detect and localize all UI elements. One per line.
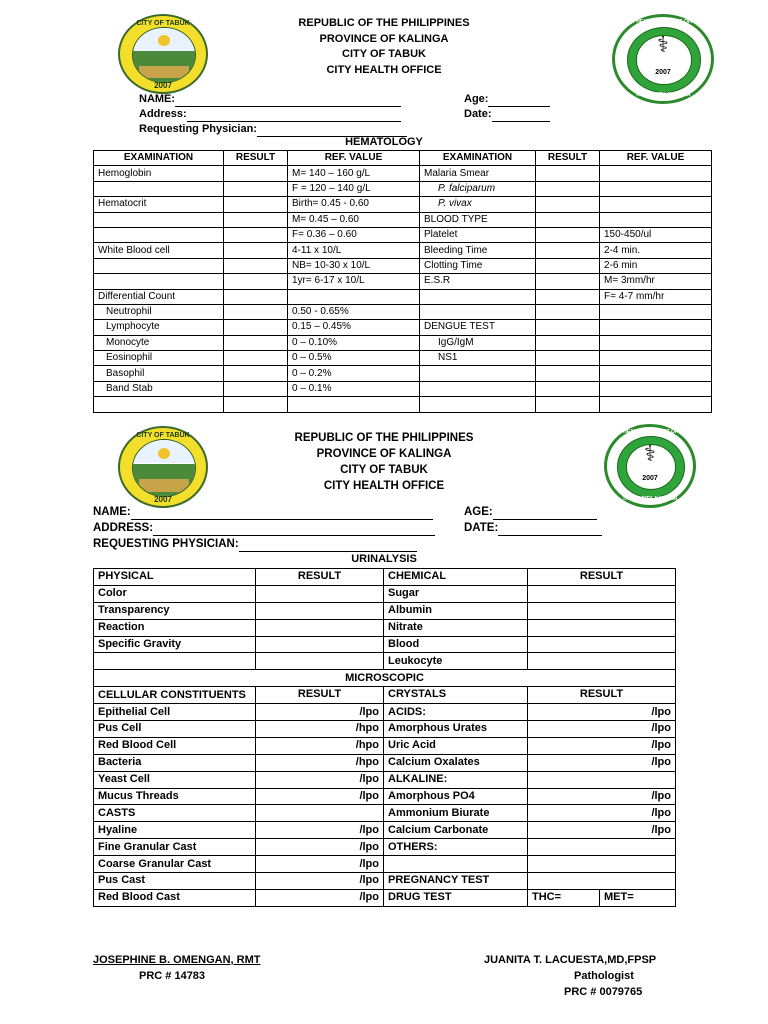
table-row <box>94 304 712 319</box>
column-header: CRYSTALS <box>384 687 528 704</box>
letterhead-line: REPUBLIC OF THE PHILIPPINES <box>294 432 474 444</box>
table-cell <box>600 181 712 196</box>
table-row <box>94 585 676 602</box>
table-cell: F= 4-7 mm/hr <box>600 289 712 304</box>
table-row <box>94 805 676 822</box>
table-cell: Calcium Carbonate <box>384 822 528 839</box>
pathologist-title: Pathologist <box>574 970 634 982</box>
result-cell[interactable] <box>224 197 288 212</box>
medtech-prc: PRC # 14783 <box>139 970 206 982</box>
date-field[interactable] <box>464 107 550 122</box>
table-cell: 150-450/ul <box>600 227 712 242</box>
column-header: RESULT <box>256 687 384 704</box>
table-cell: Leukocyte <box>384 653 528 670</box>
table-cell <box>94 258 224 273</box>
table-row <box>94 227 712 242</box>
table-row <box>94 181 712 196</box>
table-cell: Eosinophil <box>94 351 224 366</box>
result-cell[interactable] <box>536 166 600 181</box>
table-cell: OTHERS: <box>384 839 528 856</box>
table-cell <box>600 381 712 396</box>
table-cell: NS1 <box>420 351 536 366</box>
result-cell[interactable] <box>224 351 288 366</box>
table-cell: 0 – 0.10% <box>288 335 420 350</box>
table-cell: White Blood cell <box>94 243 224 258</box>
table-row <box>94 721 676 738</box>
letterhead-line: PROVINCE OF KALINGA <box>316 448 452 460</box>
result-cell[interactable] <box>224 181 288 196</box>
result-cell[interactable] <box>224 166 288 181</box>
result-cell[interactable] <box>536 258 600 273</box>
result-cell[interactable]: /lpo <box>528 737 676 754</box>
seal-year: 2007 <box>154 81 172 90</box>
requesting-physician-field[interactable] <box>93 537 417 552</box>
result-cell[interactable] <box>528 839 676 856</box>
seal-subtext: TABUK CITY, KALINGA <box>635 92 691 98</box>
column-header: CHEMICAL <box>384 569 528 586</box>
letterhead-line: REPUBLIC OF THE PHILIPPINES <box>298 17 470 29</box>
table-cell: Birth= 0.45 - 0.60 <box>288 197 420 212</box>
table-row <box>94 335 712 350</box>
seal-year: 2007 <box>642 475 658 483</box>
table-cell: 0.50 - 0.65% <box>288 304 420 319</box>
table-cell: DRUG TEST <box>384 889 528 906</box>
city-health-services-office-seal <box>604 424 696 508</box>
physician-label: REQUESTING PHYSICIAN: <box>93 538 239 550</box>
table-cell: 2-4 min. <box>600 243 712 258</box>
result-cell[interactable]: /lpo <box>256 856 384 873</box>
table-row <box>94 166 712 181</box>
address-label: ADDRESS: <box>93 522 154 534</box>
table-cell: Differential Count <box>94 289 224 304</box>
table-cell: F= 0.36 – 0.60 <box>288 227 420 242</box>
table-row <box>94 351 712 366</box>
table-cell: Malaria Smear <box>420 166 536 181</box>
table-cell <box>94 274 224 289</box>
table-row <box>94 856 676 873</box>
table-cell: 0 – 0.2% <box>288 366 420 381</box>
microscopic-section-row <box>94 670 676 687</box>
table-cell: Epithelial Cell <box>94 704 256 721</box>
result-cell[interactable]: /hpo <box>256 721 384 738</box>
table-row <box>94 636 676 653</box>
letterhead-line: CITY OF TABUK <box>342 48 426 60</box>
column-header: RESULT <box>536 151 600 166</box>
table-header-row <box>94 569 676 586</box>
table-cell <box>600 335 712 350</box>
result-cell[interactable] <box>528 653 676 670</box>
table-cell: 0 – 0.5% <box>288 351 420 366</box>
table-row <box>94 274 712 289</box>
table-cell: P. vivax <box>420 197 536 212</box>
result-cell[interactable] <box>224 289 288 304</box>
column-header: CELLULAR CONSTITUENTS <box>94 687 256 704</box>
medtech-signature-block <box>93 952 260 984</box>
pathologist-signature-block <box>484 952 684 1000</box>
table-cell: Ammonium Biurate <box>384 805 528 822</box>
result-cell[interactable] <box>256 585 384 602</box>
result-cell[interactable] <box>528 602 676 619</box>
city-of-tabuk-seal <box>118 14 208 94</box>
table-cell: Uric Acid <box>384 737 528 754</box>
column-header: RESULT <box>224 151 288 166</box>
table-cell: 0.15 – 0.45% <box>288 320 420 335</box>
table-cell <box>420 289 536 304</box>
table-cell <box>94 397 224 412</box>
requesting-physician-field[interactable] <box>139 122 407 137</box>
date-label: Date: <box>464 108 492 120</box>
result-cell[interactable] <box>536 274 600 289</box>
result-cell[interactable] <box>224 381 288 396</box>
table-cell: 2-6 min <box>600 258 712 273</box>
table-cell: Red Blood Cell <box>94 737 256 754</box>
letterhead-line: PROVINCE OF KALINGA <box>319 32 449 45</box>
table-row <box>94 366 712 381</box>
result-cell[interactable] <box>536 212 600 227</box>
table-cell: Hematocrit <box>94 197 224 212</box>
table-row <box>94 212 712 227</box>
result-cell[interactable] <box>224 212 288 227</box>
pathologist-prc: PRC # 0079765 <box>564 986 643 998</box>
result-cell[interactable] <box>224 304 288 319</box>
result-cell[interactable] <box>536 351 600 366</box>
table-cell: F = 120 – 140 g/L <box>288 181 420 196</box>
table-cell: M= 140 – 160 g/L <box>288 166 420 181</box>
table-header-row <box>94 151 712 166</box>
letterhead-line: CITY HEALTH OFFICE <box>323 480 445 492</box>
pathologist-name: JUANITA T. LACUESTA,MD,FPSP <box>484 954 657 966</box>
name-label: NAME: <box>93 506 131 518</box>
table-cell: 1yr= 6-17 x 10/L <box>288 274 420 289</box>
table-cell <box>384 856 528 873</box>
letterhead-line: CITY HEALTH OFFICE <box>326 63 442 76</box>
table-cell: Calcium Oxalates <box>384 754 528 771</box>
seal-subtext: TABUK CITY, KALINGA <box>622 496 678 502</box>
table-cell: ALKALINE: <box>384 771 528 788</box>
table-cell <box>94 181 224 196</box>
table-row <box>94 397 712 412</box>
table-row <box>94 619 676 636</box>
city-health-services-office-seal <box>612 14 714 104</box>
result-cell[interactable] <box>536 335 600 350</box>
table-cell: Transparency <box>94 602 256 619</box>
table-cell: CASTS <box>94 805 256 822</box>
table-row <box>94 602 676 619</box>
table-cell: Platelet <box>420 227 536 242</box>
table-cell <box>420 366 536 381</box>
table-cell: ACIDS: <box>384 704 528 721</box>
result-cell[interactable] <box>224 243 288 258</box>
result-cell[interactable] <box>224 366 288 381</box>
column-header: EXAMINATION <box>420 151 536 166</box>
table-cell <box>600 320 712 335</box>
seal-year: 2007 <box>655 69 671 77</box>
table-row <box>94 737 676 754</box>
result-cell[interactable]: /lpo <box>528 704 676 721</box>
table-row <box>94 839 676 856</box>
table-cell <box>420 397 536 412</box>
table-cell: Bacteria <box>94 754 256 771</box>
result-cell[interactable]: /lpo <box>528 822 676 839</box>
table-cell: 4-11 x 10/L <box>288 243 420 258</box>
result-cell[interactable] <box>224 397 288 412</box>
result-cell[interactable] <box>536 181 600 196</box>
table-cell: Sugar <box>384 585 528 602</box>
table-cell: Red Blood Cast <box>94 889 256 906</box>
result-cell[interactable] <box>528 585 676 602</box>
letterhead-line: CITY OF TABUK <box>340 464 428 476</box>
table-cell <box>420 304 536 319</box>
urinalysis-title: URINALYSIS <box>351 553 417 565</box>
thc-result-cell[interactable]: THC= <box>528 889 600 906</box>
seal-text: CITY OF TABUK <box>136 432 190 439</box>
table-cell <box>600 166 712 181</box>
table-cell: IgG/IgM <box>420 335 536 350</box>
column-header: EXAMINATION <box>94 151 224 166</box>
table-cell: Lymphocyte <box>94 320 224 335</box>
table-cell: Amorphous PO4 <box>384 788 528 805</box>
column-header: PHYSICAL <box>94 569 256 586</box>
table-cell <box>600 304 712 319</box>
caduceus-icon: ⚕ <box>657 32 669 58</box>
hematology-table <box>93 150 712 413</box>
table-cell: Pus Cell <box>94 721 256 738</box>
table-row <box>94 381 712 396</box>
result-cell[interactable] <box>528 856 676 873</box>
table-cell: 0 – 0.1% <box>288 381 420 396</box>
table-cell: M= 0.45 – 0.60 <box>288 212 420 227</box>
table-cell: Monocyte <box>94 335 224 350</box>
table-cell <box>94 653 256 670</box>
table-cell: Mucus Threads <box>94 788 256 805</box>
table-row <box>94 320 712 335</box>
result-cell[interactable] <box>256 619 384 636</box>
table-cell <box>420 381 536 396</box>
table-row <box>94 822 676 839</box>
physician-label: Requesting Physician: <box>139 123 257 135</box>
result-cell[interactable]: /lpo <box>256 771 384 788</box>
result-cell[interactable] <box>256 653 384 670</box>
table-cell <box>600 351 712 366</box>
seal-year: 2007 <box>154 495 172 504</box>
medtech-name: JOSEPHINE B. OMENGAN, RMT <box>93 954 261 966</box>
result-cell[interactable] <box>224 274 288 289</box>
table-row <box>94 653 676 670</box>
met-result-cell[interactable]: MET= <box>600 889 676 906</box>
result-cell[interactable] <box>536 197 600 212</box>
letterhead <box>234 430 534 494</box>
letterhead <box>234 16 534 78</box>
result-cell[interactable] <box>536 304 600 319</box>
age-label: Age: <box>464 93 489 105</box>
hematology-title: HEMATOLOGY <box>345 136 423 148</box>
table-cell: Basophil <box>94 366 224 381</box>
result-cell[interactable] <box>256 636 384 653</box>
table-cell <box>600 197 712 212</box>
age-field[interactable] <box>464 92 550 107</box>
table-cell: Neutrophil <box>94 304 224 319</box>
table-cell <box>600 366 712 381</box>
result-cell[interactable] <box>224 258 288 273</box>
result-cell[interactable] <box>256 805 384 822</box>
name-label: NAME: <box>139 93 176 105</box>
name-field[interactable] <box>139 92 401 107</box>
seal-text: CITY HEALTH SERVICES OFFICE <box>610 429 690 435</box>
table-cell <box>600 212 712 227</box>
age-label: AGE: <box>464 506 493 518</box>
result-cell[interactable]: /lpo <box>256 822 384 839</box>
table-cell: BLOOD TYPE <box>420 212 536 227</box>
result-cell[interactable] <box>536 289 600 304</box>
table-cell: Albumin <box>384 602 528 619</box>
microscopic-title: MICROSCOPIC <box>94 670 676 687</box>
result-cell[interactable]: /lpo <box>528 788 676 805</box>
result-cell[interactable] <box>536 320 600 335</box>
city-of-tabuk-seal <box>118 426 208 508</box>
result-cell[interactable] <box>536 381 600 396</box>
age-field[interactable] <box>464 505 597 520</box>
caduceus-icon: ⚕ <box>644 441 656 467</box>
result-cell[interactable] <box>224 335 288 350</box>
result-cell[interactable] <box>528 771 676 788</box>
table-cell: E.S.R <box>420 274 536 289</box>
table-row <box>94 873 676 890</box>
result-cell[interactable]: /hpo <box>256 737 384 754</box>
table-cell: Yeast Cell <box>94 771 256 788</box>
address-label: Address: <box>139 108 187 120</box>
table-cell: Clotting Time <box>420 258 536 273</box>
table-cell <box>94 212 224 227</box>
address-field[interactable] <box>93 521 435 536</box>
table-cell: PREGNANCY TEST <box>384 873 528 890</box>
table-cell: Coarse Granular Cast <box>94 856 256 873</box>
table-row <box>94 197 712 212</box>
table-cell <box>288 397 420 412</box>
seal-text: CITY OF TABUK <box>136 20 190 27</box>
table-row <box>94 754 676 771</box>
table-cell: Fine Granular Cast <box>94 839 256 856</box>
seal-text: CITY HEALTH SERVICES OFFICE <box>623 19 703 25</box>
result-cell[interactable] <box>528 873 676 890</box>
column-header: RESULT <box>528 569 676 586</box>
result-cell[interactable]: /lpo <box>528 721 676 738</box>
table-row <box>94 243 712 258</box>
result-cell[interactable] <box>536 243 600 258</box>
table-row <box>94 771 676 788</box>
column-header: RESULT <box>528 687 676 704</box>
urinalysis-table <box>93 568 676 907</box>
result-cell[interactable]: /lpo <box>256 704 384 721</box>
date-label: DATE: <box>464 522 499 534</box>
result-cell[interactable] <box>224 227 288 242</box>
table-row <box>94 704 676 721</box>
result-cell[interactable] <box>536 366 600 381</box>
table-cell <box>288 289 420 304</box>
result-cell[interactable]: /lpo <box>256 788 384 805</box>
result-cell[interactable]: /lpo <box>528 754 676 771</box>
table-cell: Pus Cast <box>94 873 256 890</box>
result-cell[interactable] <box>536 227 600 242</box>
table-cell: Nitrate <box>384 619 528 636</box>
result-cell[interactable]: /lpo <box>528 805 676 822</box>
column-header: REF. VALUE <box>288 151 420 166</box>
table-cell: Hemoglobin <box>94 166 224 181</box>
result-cell[interactable] <box>528 619 676 636</box>
column-header: RESULT <box>256 569 384 586</box>
table-cell: Hyaline <box>94 822 256 839</box>
table-cell: Amorphous Urates <box>384 721 528 738</box>
date-field[interactable] <box>464 521 602 536</box>
table-cell: M= 3mm/hr <box>600 274 712 289</box>
table-cell: Reaction <box>94 619 256 636</box>
table-cell <box>600 397 712 412</box>
address-field[interactable] <box>139 107 401 122</box>
name-field[interactable] <box>93 505 433 520</box>
result-cell[interactable] <box>528 636 676 653</box>
table-cell: DENGUE TEST <box>420 320 536 335</box>
table-cell: Band Stab <box>94 381 224 396</box>
result-cell[interactable]: /lpo <box>256 839 384 856</box>
result-cell[interactable]: /lpo <box>256 873 384 890</box>
result-cell[interactable]: /lpo <box>256 889 384 906</box>
table-cell: NB= 10-30 x 10/L <box>288 258 420 273</box>
table-cell: Blood <box>384 636 528 653</box>
result-cell[interactable] <box>536 397 600 412</box>
table-cell: P. falciparum <box>420 181 536 196</box>
column-header: REF. VALUE <box>600 151 712 166</box>
table-cell: Bleeding Time <box>420 243 536 258</box>
result-cell[interactable] <box>256 602 384 619</box>
result-cell[interactable] <box>224 320 288 335</box>
table-row <box>94 258 712 273</box>
table-cell <box>94 227 224 242</box>
result-cell[interactable]: /hpo <box>256 754 384 771</box>
table-row <box>94 889 676 906</box>
table-cell: Color <box>94 585 256 602</box>
table-row <box>94 289 712 304</box>
table-header-row <box>94 687 676 704</box>
table-cell: Specific Gravity <box>94 636 256 653</box>
table-row <box>94 788 676 805</box>
